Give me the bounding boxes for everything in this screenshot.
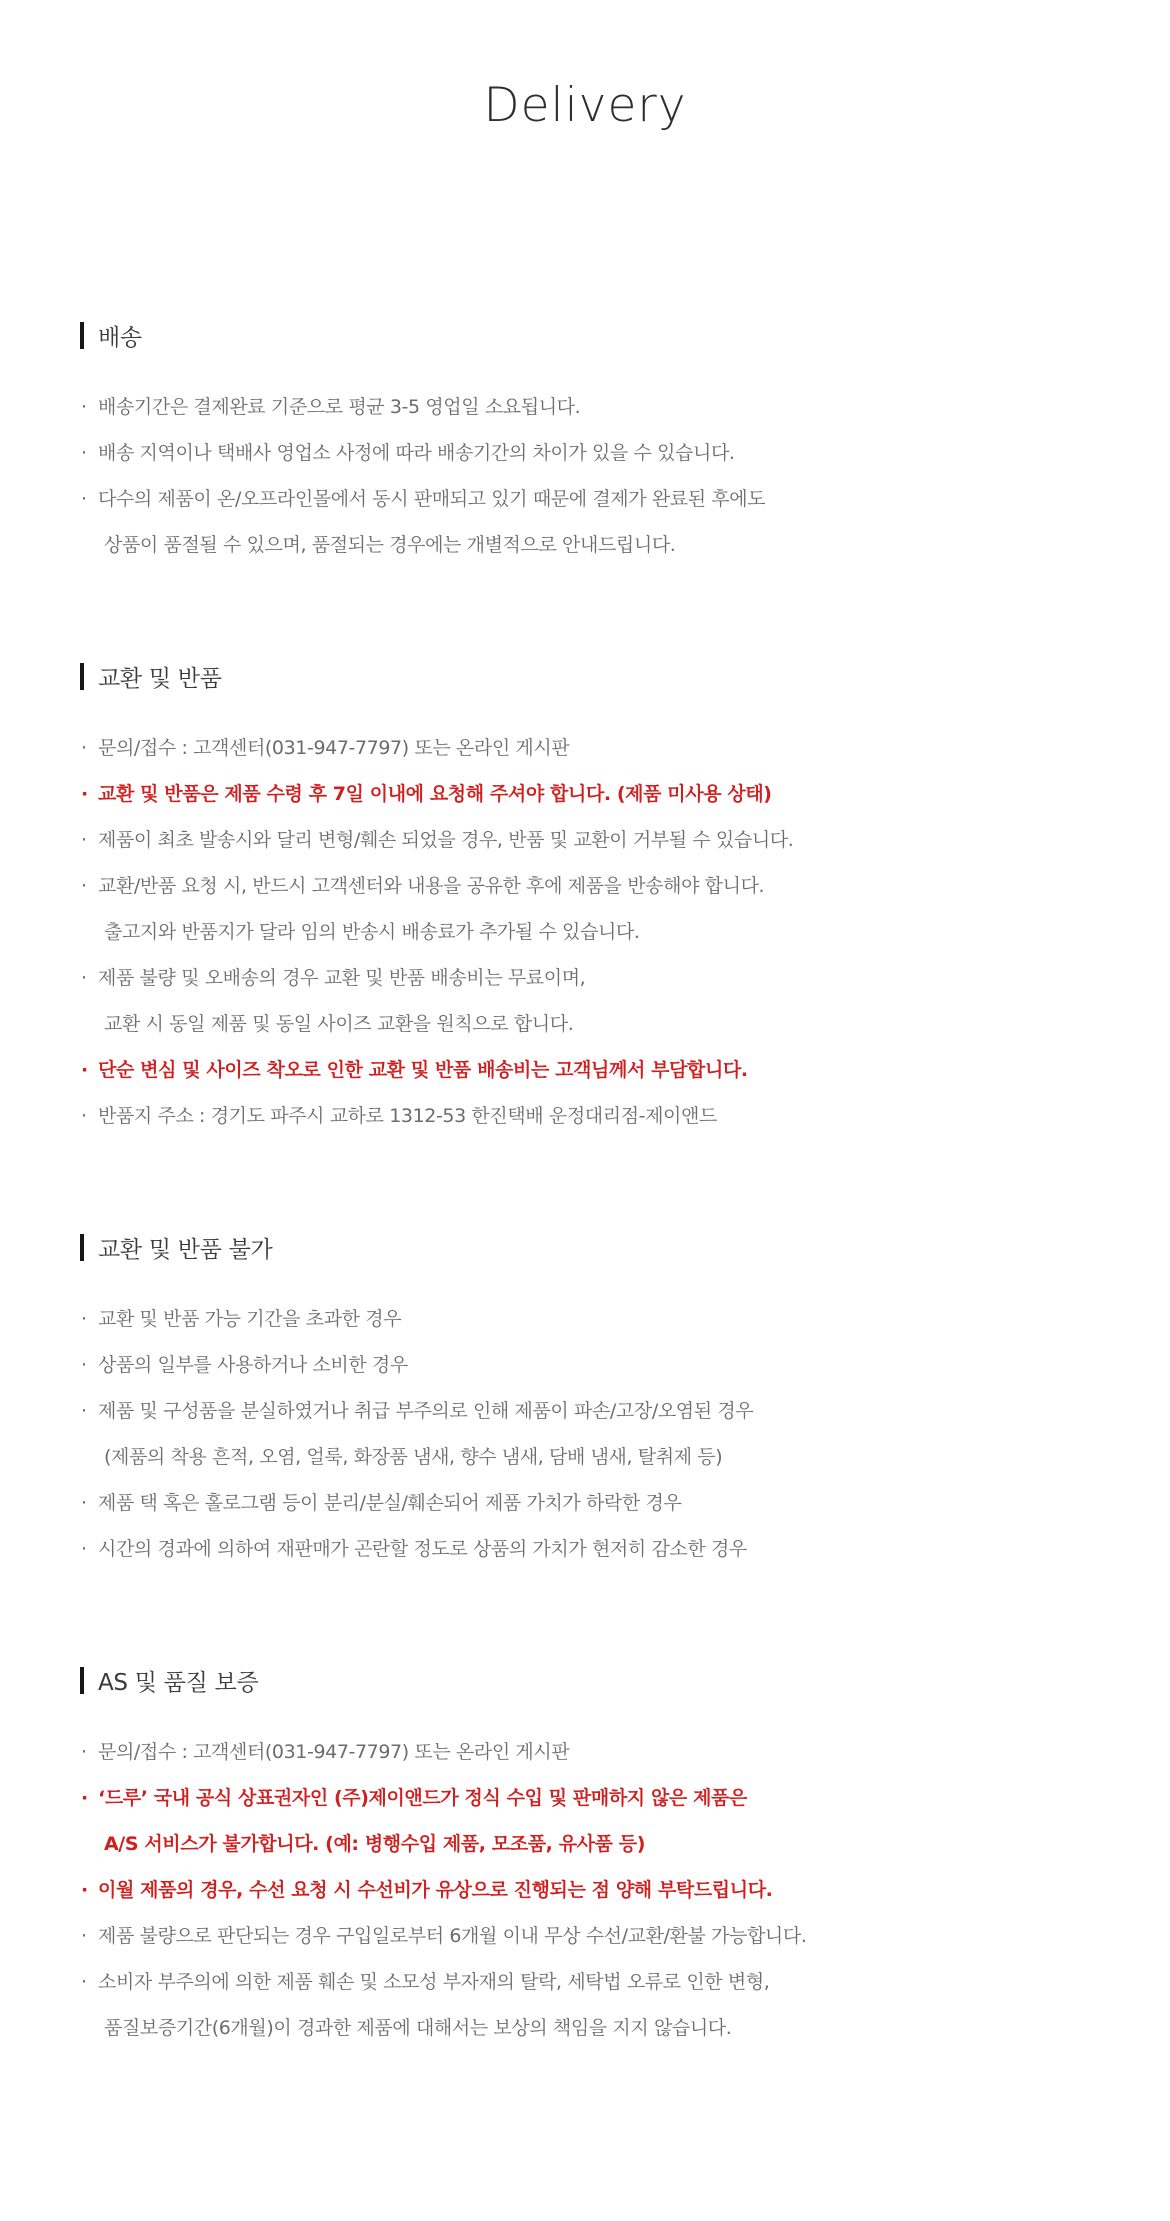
- policy-line-text: 상품이 품절될 수 있으며, 품절되는 경우에는 개별적으로 안내드립니다.: [104, 534, 676, 556]
- policy-line-text: 교환 및 반품 가능 기간을 초과한 경우: [98, 1308, 402, 1330]
- section-heading: [80, 319, 1090, 352]
- policy-line: [80, 430, 1090, 476]
- policy-line: [80, 955, 1090, 1001]
- section-heading-text: 교환 및 반품: [98, 666, 222, 692]
- policy-line-continuation: [80, 1001, 1090, 1047]
- policy-line: [80, 863, 1090, 909]
- bullet-icon: ·: [81, 829, 87, 851]
- section-heading: [80, 1231, 1090, 1264]
- policy-line-continuation: [80, 2005, 1090, 2051]
- policy-line-text: 제품 불량 및 오배송의 경우 교환 및 반품 배송비는 무료이며,: [98, 967, 586, 989]
- policy-line-text: ‘드루’ 국내 공식 상표권자인 (주)제이앤드가 정식 수입 및 판매하지 않은 제품은: [98, 1787, 747, 1809]
- bullet-icon: ·: [81, 1400, 87, 1422]
- heading-bar: [80, 322, 84, 349]
- bullet-icon: ·: [81, 1879, 88, 1901]
- policy-line: [80, 1913, 1090, 1959]
- heading-bar: [80, 1667, 84, 1694]
- section-exchange-return-not-allowed: [80, 1231, 1090, 1572]
- policy-line-highlight: [80, 1775, 1090, 1821]
- section-as-quality: [80, 1664, 1090, 2051]
- policy-line-text: 제품 택 혹은 홀로그램 등이 분리/분실/훼손되어 제품 가치가 하락한 경우: [98, 1492, 682, 1514]
- policy-line-text: 교환/반품 요청 시, 반드시 고객센터와 내용을 공유한 후에 제품을 반송해야 합니다.: [98, 875, 765, 897]
- policy-line-text: 문의/접수 : 고객센터(031-947-7797) 또는 온라인 게시판: [98, 737, 570, 759]
- policy-line-highlight: [80, 1047, 1090, 1093]
- heading-bar: [80, 663, 84, 690]
- policy-line: [80, 1296, 1090, 1342]
- section-lines: [80, 1729, 1090, 2051]
- policy-line: [80, 1480, 1090, 1526]
- bullet-icon: ·: [81, 1354, 87, 1376]
- section-heading: [80, 1664, 1090, 1697]
- bullet-icon: ·: [81, 488, 87, 510]
- section-lines: [80, 384, 1090, 568]
- bullet-icon: ·: [81, 396, 87, 418]
- section-heading-text: 배송: [98, 325, 142, 351]
- bullet-icon: ·: [81, 442, 87, 464]
- policy-line: [80, 1959, 1090, 2005]
- policy-line-text: 소비자 부주의에 의한 제품 훼손 및 소모성 부자재의 탈락, 세탁법 오류로 인한 변형,: [98, 1971, 770, 1993]
- policy-line-text: 시간의 경과에 의하여 재판매가 곤란할 정도로 상품의 가치가 현저히 감소한 경우: [98, 1538, 747, 1560]
- bullet-icon: ·: [81, 1308, 87, 1330]
- section-heading-text: 교환 및 반품 불가: [98, 1237, 273, 1263]
- policy-line-text: 제품 불량으로 판단되는 경우 구입일로부터 6개월 이내 무상 수선/교환/환불 가능합니다.: [98, 1925, 807, 1947]
- policy-line-text: 제품 및 구성품을 분실하였거나 취급 부주의로 인해 제품이 파손/고장/오염된 경우: [98, 1400, 754, 1422]
- policy-line: [80, 476, 1090, 522]
- policy-line-continuation: [80, 1434, 1090, 1480]
- policy-line-text: 배송기간은 결제완료 기준으로 평균 3-5 영업일 소요됩니다.: [98, 396, 581, 418]
- bullet-icon: ·: [81, 875, 87, 897]
- policy-line: [80, 1526, 1090, 1572]
- policy-line-continuation: [80, 909, 1090, 955]
- policy-line-text: 교환 시 동일 제품 및 동일 사이즈 교환을 원칙으로 합니다.: [104, 1013, 574, 1035]
- section-heading-text: AS 및 품질 보증: [98, 1670, 259, 1696]
- policy-line-highlight: [80, 1867, 1090, 1913]
- policy-line-text: 상품의 일부를 사용하거나 소비한 경우: [98, 1354, 408, 1376]
- bullet-icon: ·: [81, 1492, 87, 1514]
- bullet-icon: ·: [81, 1925, 87, 1947]
- bullet-icon: ·: [81, 1741, 87, 1763]
- policy-line-highlight: [80, 771, 1090, 817]
- policy-line: [80, 384, 1090, 430]
- policy-line-text: A/S 서비스가 불가합니다. (예: 병행수입 제품, 모조품, 유사품 등): [104, 1833, 646, 1855]
- bullet-icon: ·: [81, 1971, 87, 1993]
- section-exchange-return: [80, 660, 1090, 1139]
- heading-bar: [80, 1234, 84, 1261]
- bullet-icon: ·: [81, 783, 88, 805]
- bullet-icon: ·: [81, 1538, 87, 1560]
- bullet-icon: ·: [81, 737, 87, 759]
- policy-line-text: 제품이 최초 발송시와 달리 변형/훼손 되었을 경우, 반품 및 교환이 거부될 수 있습니다.: [98, 829, 794, 851]
- bullet-icon: ·: [81, 1059, 88, 1081]
- section-lines: [80, 725, 1090, 1139]
- policy-line-text: 반품지 주소 : 경기도 파주시 교하로 1312-53 한진택배 운정대리점-제이앤드: [98, 1105, 717, 1127]
- section-lines: [80, 1296, 1090, 1572]
- policy-line-text: 교환 및 반품은 제품 수령 후 7일 이내에 요청해 주셔야 합니다. (제품 미사용 상태): [98, 783, 772, 805]
- policy-line-text: 단순 변심 및 사이즈 착오로 인한 교환 및 반품 배송비는 고객님께서 부담합니다.: [98, 1059, 748, 1081]
- policy-line-continuation: [80, 522, 1090, 568]
- page-title: Delivery: [483, 78, 687, 133]
- bullet-icon: ·: [81, 967, 87, 989]
- policy-line-continuation-highlight: [80, 1821, 1090, 1867]
- policy-line: [80, 1093, 1090, 1139]
- policy-line: [80, 725, 1090, 771]
- bullet-icon: ·: [81, 1787, 88, 1809]
- policy-line-text: 배송 지역이나 택배사 영업소 사정에 따라 배송기간의 차이가 있을 수 있습니다.: [98, 442, 735, 464]
- policy-line: [80, 1388, 1090, 1434]
- section-heading: [80, 660, 1090, 693]
- policy-line-text: 이월 제품의 경우, 수선 요청 시 수선비가 유상으로 진행되는 점 양해 부탁드립니다.: [98, 1879, 773, 1901]
- policy-line-text: 다수의 제품이 온/오프라인몰에서 동시 판매되고 있기 때문에 결제가 완료된 후에도: [98, 488, 766, 510]
- bullet-icon: ·: [81, 1105, 87, 1127]
- policy-line: [80, 817, 1090, 863]
- policy-line-text: (제품의 착용 흔적, 오염, 얼룩, 화장품 냄새, 향수 냄새, 담배 냄새, 탈취제 등): [104, 1446, 723, 1468]
- policy-line: [80, 1729, 1090, 1775]
- policy-line-text: 출고지와 반품지가 달라 임의 반송시 배송료가 추가될 수 있습니다.: [104, 921, 640, 943]
- policy-line: [80, 1342, 1090, 1388]
- section-shipping: [80, 319, 1090, 568]
- policy-line-text: 문의/접수 : 고객센터(031-947-7797) 또는 온라인 게시판: [98, 1741, 570, 1763]
- policy-line-text: 품질보증기간(6개월)이 경과한 제품에 대해서는 보상의 책임을 지지 않습니다.: [104, 2017, 732, 2039]
